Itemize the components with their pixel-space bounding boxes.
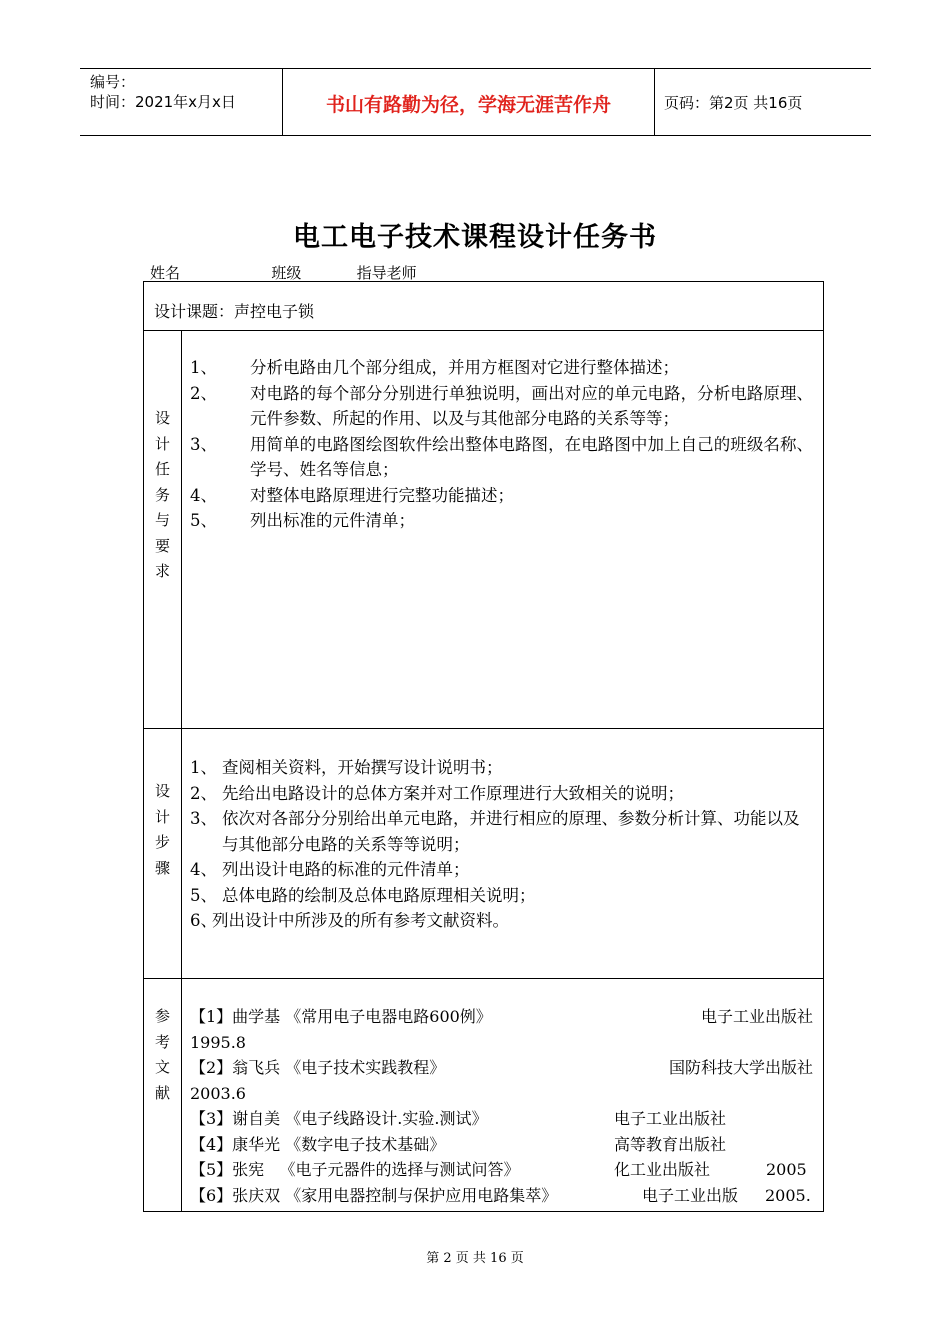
header-motto: 书山有路勤为径，学海无涯苦作舟 xyxy=(325,94,611,116)
header-page-label: 页码：第2页 共16页 xyxy=(664,94,803,112)
list-item: 2、 对电路的每个部分分别进行单独说明，画出对应的单元电路，分析电路原理、元件参数、所起的作用、以及与其他部分电路的关系等等； xyxy=(190,383,813,428)
row-divider xyxy=(144,728,823,729)
header-bottom-rule xyxy=(80,135,871,136)
reference-item: 【2】翁飞兵 《电子技术实践教程》 国防科技大学出版社 xyxy=(190,1058,813,1077)
design-topic: 设计课题：声控电子锁 xyxy=(154,302,315,321)
requirements-list xyxy=(190,355,813,534)
class-field: 班级_ xyxy=(271,264,309,282)
list-item: 4、 列出设计电路的标准的元件清单； xyxy=(190,860,470,879)
reference-item: 【6】张庆双 《家用电器控制与保护应用电路集萃》 电子工业出版 2005. xyxy=(190,1185,811,1205)
column-divider xyxy=(181,330,182,1212)
list-item: 3、 依次对各部分分别给出单元电路，并进行相应的原理、参数分析计算、功能以及与其他部分电路的关系等等说明； xyxy=(190,809,800,854)
list-item: 3、 用简单的电路图绘图软件绘出整体电路图，在电路图中加上自己的班级名称、学号、姓名等信息； xyxy=(190,434,813,479)
page-footer: 第 2 页 共 16 页 xyxy=(426,1251,524,1266)
list-item: 1、 分析电路由几个部分组成，并用方框图对它进行整体描述； xyxy=(190,358,679,377)
reference-year: 2003.6 xyxy=(190,1083,246,1103)
name-field: 姓名_________ xyxy=(150,264,248,282)
code-label: 编号： xyxy=(90,73,136,91)
row-divider xyxy=(144,330,823,331)
list-item: 5、 总体电路的绘制及总体电路原理相关说明； xyxy=(190,885,536,905)
list-item: 1、 查阅相关资料，开始撰写设计说明书； xyxy=(190,758,503,777)
requirements-label: 设 计 任 务 与 要 求 xyxy=(154,409,170,580)
reference-item: 【5】张宪 《电子元器件的选择与测试问答》 化工业出版社 2005 xyxy=(190,1160,807,1179)
reference-item: 【3】谢自美 《电子线路设计.实验.测试》 电子工业出版社 xyxy=(190,1109,727,1128)
list-item: 2、 先给出电路设计的总体方案并对工作原理进行大致相关的说明； xyxy=(190,783,684,803)
list-item: 6、 列出设计中所涉及的所有参考文献资料。 xyxy=(190,911,509,930)
list-item: 4、 对整体电路原理进行完整功能描述； xyxy=(190,485,514,505)
teacher-field: 指导老师________ xyxy=(356,264,477,282)
header-top-rule xyxy=(80,68,871,69)
reference-year: 1995.8 xyxy=(190,1032,246,1052)
reference-item: 【4】康华光 《数字电子技术基础》 高等教育出版社 xyxy=(190,1134,727,1154)
steps-label: 设 计 步 骤 xyxy=(154,782,170,877)
time-label: 时间：2021年x月x日 xyxy=(90,93,236,111)
document-title: 电工电子技术课程设计任务书 xyxy=(293,222,657,253)
header-divider-right xyxy=(654,68,655,136)
references-list xyxy=(190,1004,813,1208)
steps-list xyxy=(190,755,813,934)
student-info-row xyxy=(150,262,477,283)
list-item: 5、 列出标准的元件清单； xyxy=(190,511,415,530)
row-divider xyxy=(144,978,823,979)
header-meta xyxy=(90,72,236,112)
reference-item: 【1】曲学基 《常用电子电器电路600例》 电子工业出版社 xyxy=(190,1007,813,1026)
references-label: 参 考 文 献 xyxy=(154,1007,170,1102)
task-form-table xyxy=(143,281,824,1212)
